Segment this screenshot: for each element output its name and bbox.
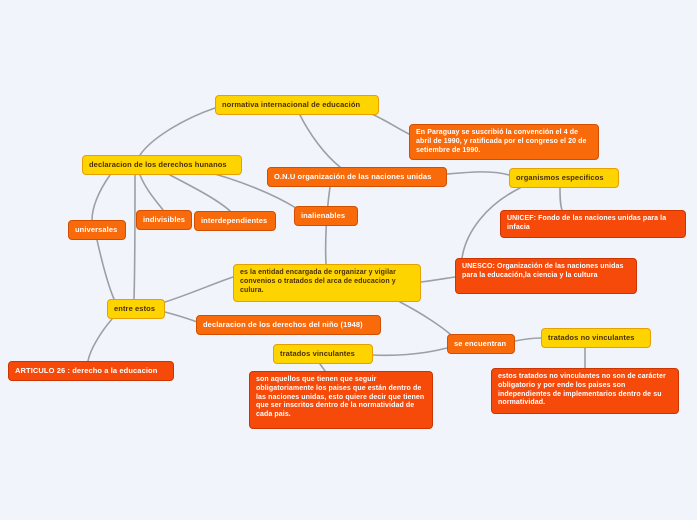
node-indivisibles[interactable]: indivisibles [136, 210, 192, 230]
connector-tratados-vinculantes-to-vinculantes-desc [320, 364, 325, 371]
connector-entre-estos-to-entidad [165, 277, 233, 302]
node-tratados-vinculantes[interactable]: tratados vinculantes [273, 344, 373, 364]
node-declaracion[interactable]: declaracion de los derechos hunanos [82, 155, 242, 175]
node-unesco[interactable]: UNESCO: Organización de las naciones unidas para la educación,la ciencia y la cultura [455, 258, 637, 294]
connector-se-encuentran-to-tratados-vinculantes [373, 348, 447, 355]
connector-declaracion-to-indivisibles [140, 175, 163, 210]
node-articulo26[interactable]: ARTICULO 26 : derecho a la educacion [8, 361, 174, 381]
connector-normativa-to-onu [300, 115, 340, 167]
node-onu[interactable]: O.N.U organización de las naciones unidas [267, 167, 447, 187]
node-tratados-no-vinculantes[interactable]: tratados no vinculantes [541, 328, 651, 348]
node-vinculantes-desc[interactable]: son aquellos que tienen que seguir obligatoriamente los paises que están dentro de las naciones unidas, esto quiere decir que tienen que ser inscritos dentro de la normatividad de cada pais. [249, 371, 433, 429]
connector-se-encuentran-to-tratados-no-vinculantes [515, 338, 541, 341]
connector-universales-to-entre-estos [97, 240, 114, 299]
node-interdependientes[interactable]: interdependientes [194, 211, 276, 231]
connector-declaracion-to-universales [92, 175, 110, 220]
connector-normativa-to-declaracion [140, 108, 215, 155]
connector-entidad-to-se-encuentran [400, 302, 450, 334]
node-derechos-nino[interactable]: declaracion de los derechos del niño (1948) [196, 315, 381, 335]
node-universales[interactable]: universales [68, 220, 126, 240]
node-entre-estos[interactable]: entre estos [107, 299, 165, 319]
node-paraguay[interactable]: En Paraguay se suscribió la convención el 4 de abril de 1990, y ratificada por el congreso el 20 de setiembre de 1990. [409, 124, 599, 160]
connector-entre-estos-to-articulo26 [88, 319, 112, 361]
connector-declaracion-to-interdependientes [170, 175, 230, 211]
node-normativa[interactable]: normativa internacional de educación [215, 95, 379, 115]
connector-organismos-to-unicef [560, 188, 562, 210]
connector-declaracion-to-entre-estos [134, 175, 135, 299]
node-entidad[interactable]: es la entidad encargada de organizar y vigilar convenios o tratados del arca de educacion y culura. [233, 264, 421, 302]
node-organismos[interactable]: organismos especificos [509, 168, 619, 188]
node-unicef[interactable]: UNICEF: Fondo de las naciones unidas para la infacia [500, 210, 686, 238]
connector-onu-to-organismos [447, 172, 509, 175]
connector-entre-estos-to-derechos-nino [165, 312, 200, 323]
node-se-encuentran[interactable]: se encuentran [447, 334, 515, 354]
node-inalienables[interactable]: inalienables [294, 206, 358, 226]
connector-entidad-to-unesco [421, 277, 455, 282]
node-no-vinculantes-desc[interactable]: estos tratados no vinculantes no son de carácter obligatorio y por ende los paises son independientes de implementarios dentro de su normatividad. [491, 368, 679, 414]
